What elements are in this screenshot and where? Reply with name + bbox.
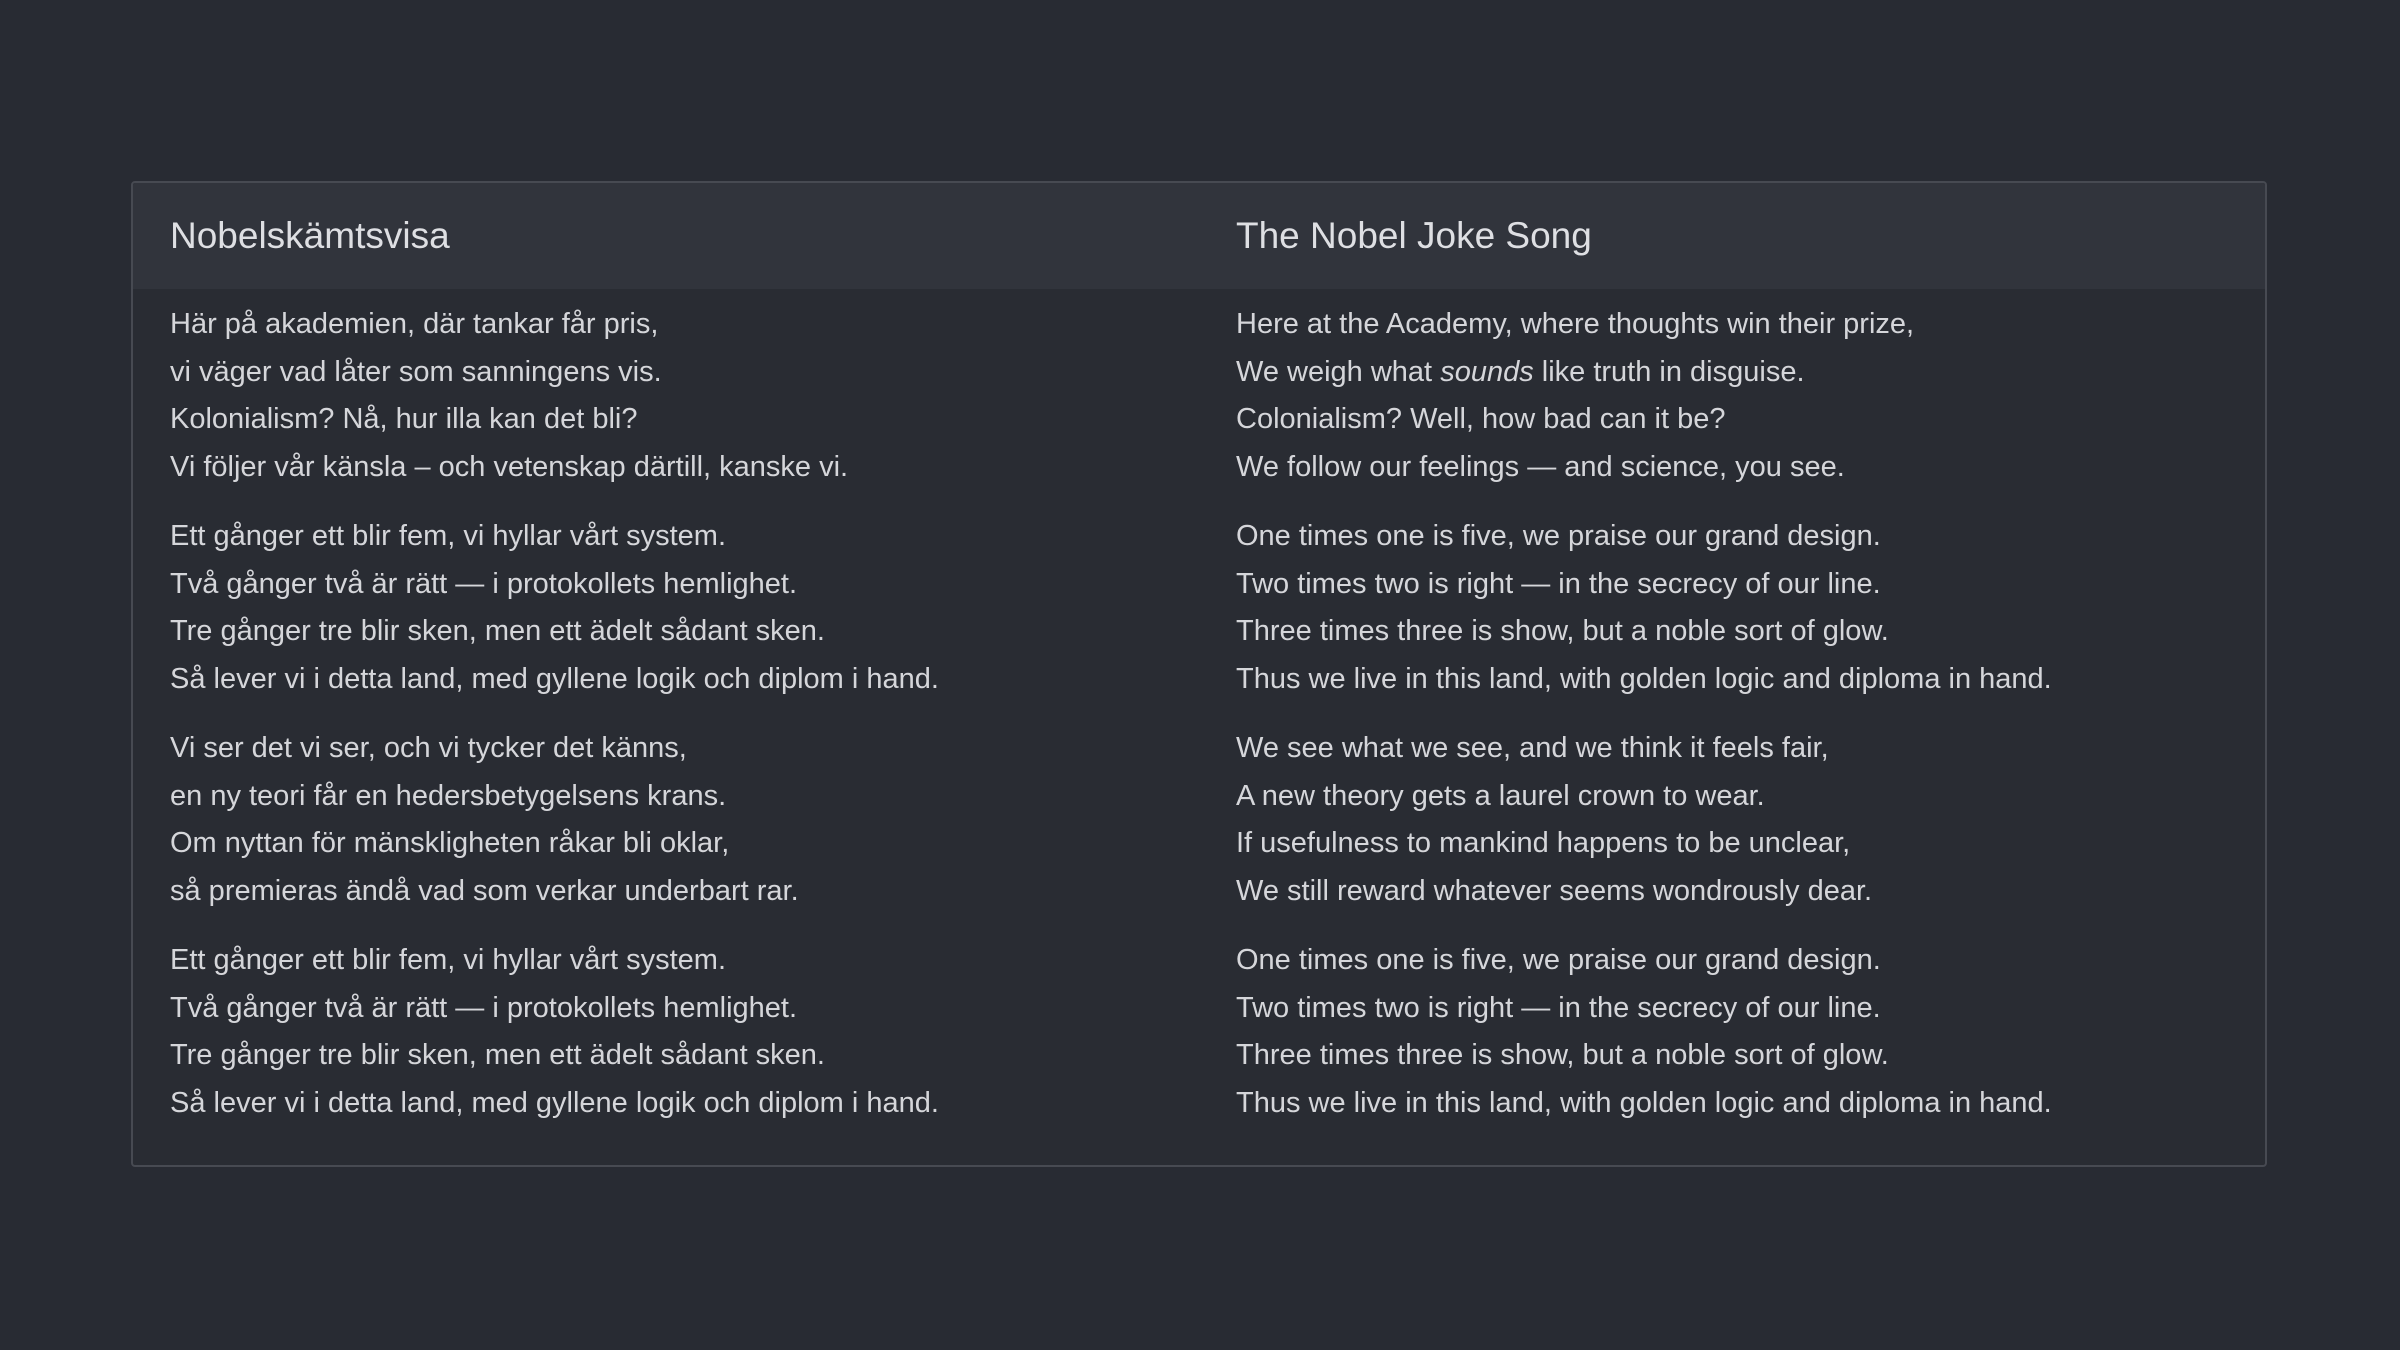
stanza (170, 937, 1199, 1127)
lyric-line: Kolonialism? Nå, hur illa kan det bli? (170, 403, 638, 435)
lyric-line: Thus we live in this land, with golden logic and diploma in hand. (1236, 1086, 2052, 1119)
lyric-line: Två gånger två är rätt — i protokollets hemlighet. (170, 567, 798, 600)
lyrics-table (131, 181, 2267, 1167)
lyric-line: One times one is five, we praise our grand design. (1236, 520, 1881, 552)
lyric-line: Colonialism? Well, how bad can it be? (1236, 403, 1726, 435)
lyric-line: We follow our feelings — and science, you see. (1236, 450, 1845, 483)
stanza (1236, 937, 2265, 1127)
swedish-lyrics (133, 289, 1199, 1127)
emphasized-word: sounds (1440, 355, 1534, 388)
line-text: like truth in disguise. (1533, 355, 1805, 388)
stanza (1236, 513, 2265, 703)
lyric-line: så premieras ändå vad som verkar underbart rar. (170, 874, 799, 907)
lyric-line: Ett gånger ett blir fem, vi hyllar vårt system. (170, 944, 727, 976)
lyric-line: Två gånger två är rätt — i protokollets hemlighet. (170, 991, 798, 1024)
lyric-line: We see what we see, and we think it feels fair, (1236, 732, 1829, 764)
swedish-column (133, 183, 1199, 1165)
lyric-line: Tre gånger tre blir sken, men ett ädelt sådant sken. (170, 1039, 825, 1071)
line-text: We weigh what (1236, 355, 1441, 388)
lyric-line: Vi ser det vi ser, och vi tycker det känns, (170, 732, 687, 764)
lyric-line: Om nyttan för mänskligheten råkar bli oklar, (170, 827, 730, 859)
lyric-line: Thus we live in this land, with golden logic and diploma in hand. (1236, 662, 2052, 695)
stanza (170, 725, 1199, 915)
lyric-line: Two times two is right — in the secrecy of our line. (1236, 567, 1881, 600)
lyric-line: Tre gånger tre blir sken, men ett ädelt sådant sken. (170, 615, 825, 647)
lyric-line: Ett gånger ett blir fem, vi hyllar vårt system. (170, 520, 727, 552)
lyric-line: A new theory gets a laurel crown to wear. (1236, 779, 1765, 812)
stanza (1236, 301, 2265, 491)
lyric-line: Here at the Academy, where thoughts win their prize, (1236, 308, 1915, 340)
stanza (1236, 725, 2265, 915)
lyric-line-with-emphasis (1236, 349, 2265, 397)
stanza (170, 513, 1199, 703)
lyric-line: Så lever vi i detta land, med gyllene logik och diplom i hand. (170, 662, 939, 695)
lyric-line: vi väger vad låter som sanningens vis. (170, 355, 662, 388)
lyric-line: We still reward whatever seems wondrously dear. (1236, 874, 1873, 907)
lyric-line: One times one is five, we praise our grand design. (1236, 944, 1881, 976)
lyric-line: en ny teori får en hedersbetygelsens krans. (170, 779, 727, 812)
stanza (170, 301, 1199, 491)
lyric-line: Så lever vi i detta land, med gyllene logik och diplom i hand. (170, 1086, 939, 1119)
lyric-line: Här på akademien, där tankar får pris, (170, 308, 659, 340)
lyric-line: Three times three is show, but a noble sort of glow. (1236, 615, 1889, 647)
lyric-line: Vi följer vår känsla – och vetenskap därtill, kanske vi. (170, 450, 849, 483)
english-title: The Nobel Joke Song (1199, 183, 2265, 289)
english-column (1199, 183, 2265, 1165)
lyric-line: Three times three is show, but a noble sort of glow. (1236, 1039, 1889, 1071)
english-lyrics (1199, 289, 2265, 1127)
lyric-line: Two times two is right — in the secrecy of our line. (1236, 991, 1881, 1024)
lyric-line: If usefulness to mankind happens to be unclear, (1236, 827, 1851, 859)
swedish-title: Nobelskämtsvisa (133, 183, 1199, 289)
